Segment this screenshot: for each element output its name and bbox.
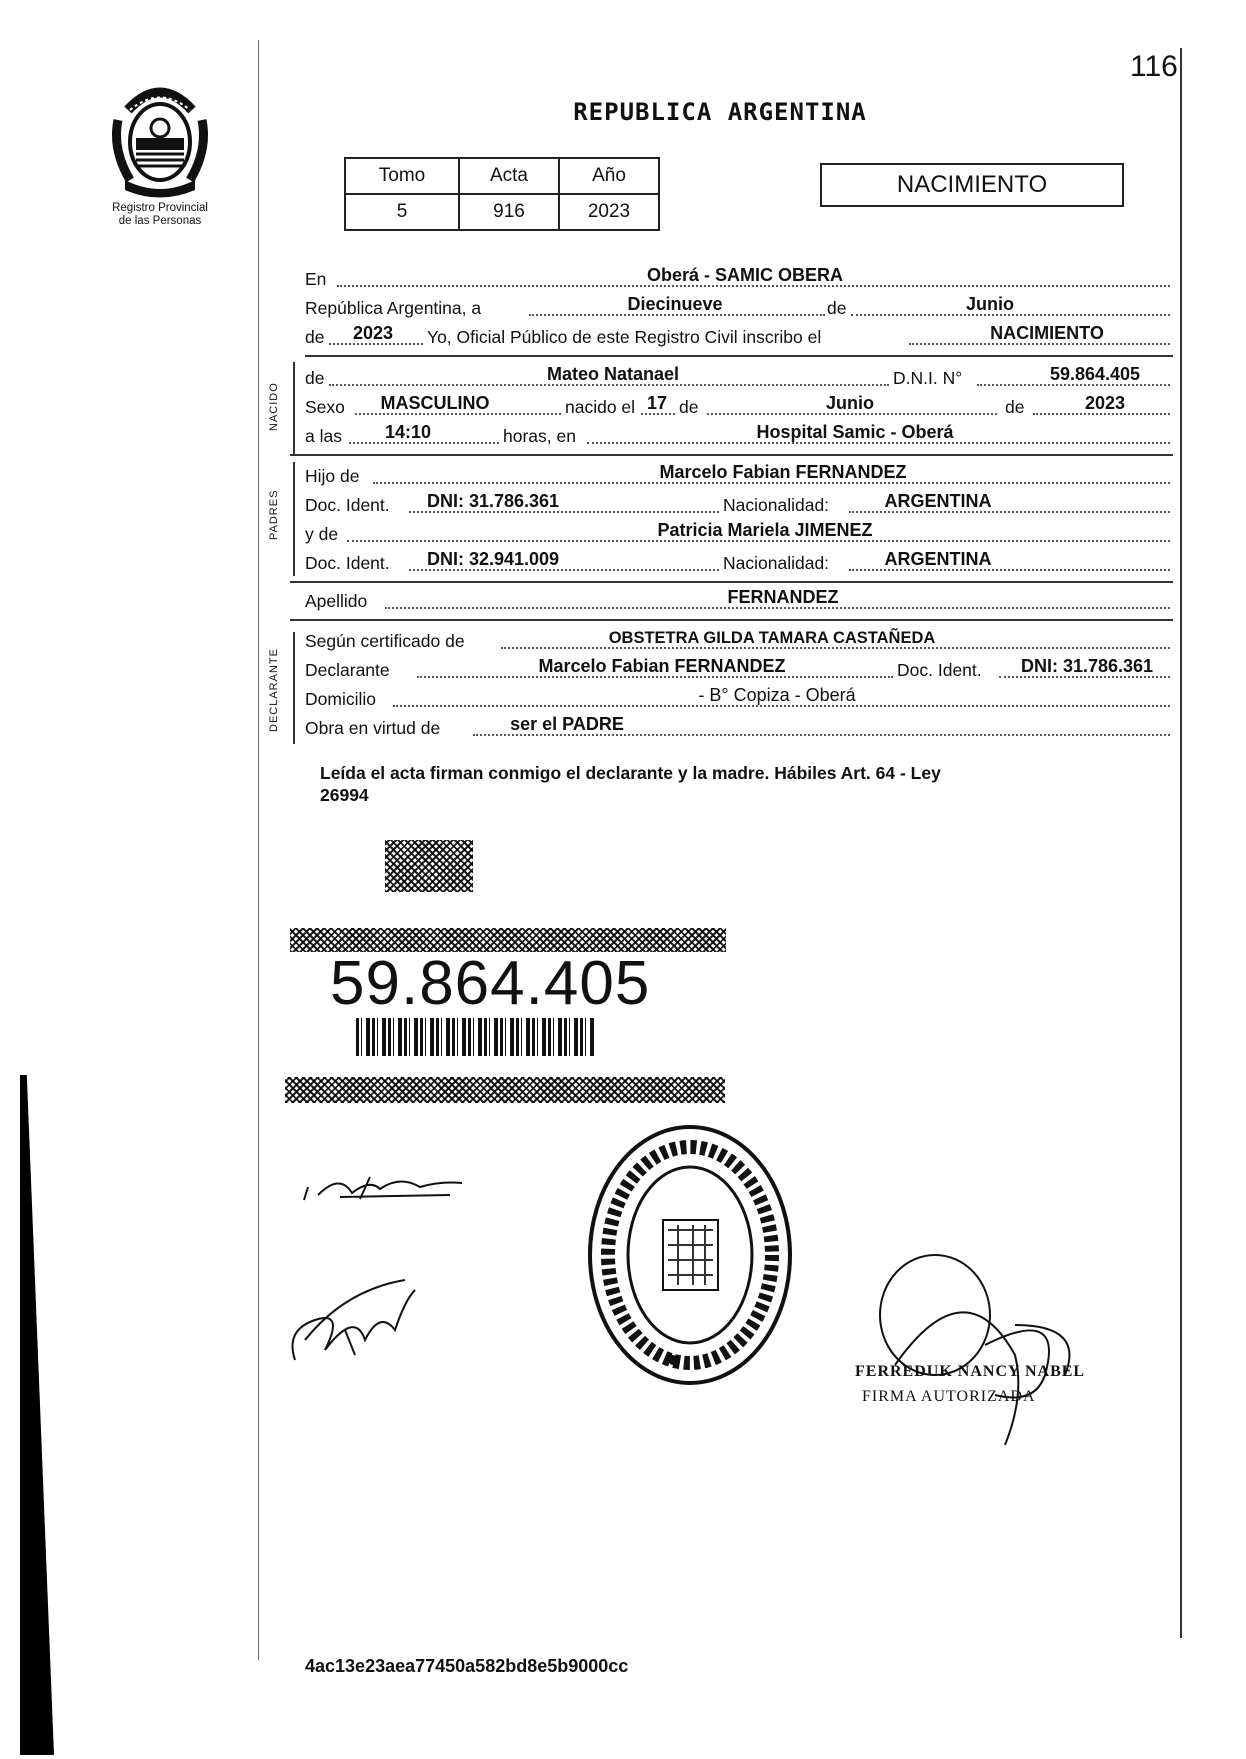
separator: [305, 355, 1173, 357]
label-de: de: [1005, 397, 1025, 417]
right-margin-line: [1180, 48, 1182, 1638]
value-certificado: OBSTETRA GILDA TAMARA CASTAÑEDA: [608, 629, 936, 647]
row-certificado: [305, 630, 1170, 654]
row-domicilio: [305, 685, 1170, 712]
guilloche-band-bottom: [285, 1077, 725, 1103]
registry-label-line2: de las Personas: [118, 215, 202, 227]
separator: [290, 619, 1173, 621]
page-number: 116: [1130, 50, 1178, 83]
signature-role: FIRMA AUTORIZADA: [862, 1388, 1036, 1405]
value-father-doc: DNI: 31.786.361: [426, 491, 560, 511]
row-hijo-de: [305, 462, 1170, 489]
label-republica: República Argentina, a: [305, 298, 482, 318]
security-stamp-icon: [385, 840, 473, 892]
record-header-row: [345, 158, 659, 194]
row-official: [305, 323, 1170, 350]
row-nacido-sexo: [305, 393, 1170, 420]
row-apellido: [305, 587, 1170, 614]
label-y-de: y de: [305, 524, 339, 544]
value-obra: ser el PADRE: [510, 714, 624, 734]
value-mother-name: Patricia Mariela JIMENEZ: [657, 520, 873, 540]
label-en: En: [305, 269, 327, 289]
value-apellido: FERNANDEZ: [727, 587, 839, 607]
id-number-large: 59.864.405: [330, 949, 651, 1018]
value-child-dni: 59.864.405: [1049, 364, 1141, 384]
barcode: [356, 1018, 596, 1056]
closing-note-line1: Leída el acta firman conmigo el declarante y la madre. Hábiles Art. 64 - Ley: [320, 763, 941, 783]
label-nacionalidad: Nacionalidad:: [723, 495, 830, 515]
label-nacionalidad: Nacionalidad:: [723, 553, 830, 573]
value-declarante-name: Marcelo Fabian FERNANDEZ: [538, 656, 786, 676]
value-sexo: MASCULINO: [380, 393, 490, 413]
closing-note: [320, 762, 1170, 806]
row-date: [305, 294, 1170, 321]
label-apellido: Apellido: [305, 591, 368, 611]
row-father-doc: [305, 491, 1170, 518]
label-doc-ident: Doc. Ident.: [305, 495, 390, 515]
value-birth-day: 17: [646, 393, 668, 413]
record-table: [344, 157, 660, 231]
registry-label: [90, 202, 230, 228]
signature-name: FERREDUK NANCY NABEL: [855, 1363, 1086, 1380]
label-segun-certificado: Según certificado de: [305, 631, 465, 651]
label-dni: D.N.I. N°: [893, 368, 963, 388]
label-de-year: de: [305, 327, 325, 347]
document-hash: 4ac13e23aea77450a582bd8e5b9000cc: [305, 1656, 629, 1676]
value-place: Oberá - SAMIC OBERA: [646, 265, 844, 285]
header-acta: Acta: [459, 158, 559, 194]
left-margin-line: [258, 40, 259, 1660]
header-tomo: Tomo: [345, 158, 459, 194]
row-y-de: [305, 520, 1170, 547]
separator: [290, 454, 1173, 456]
value-anio: 2023: [559, 194, 659, 230]
label-hijo-de: Hijo de: [305, 466, 360, 486]
value-tomo: 5: [345, 194, 459, 230]
scan-edge-shadow: [20, 1075, 54, 1755]
value-mother-doc: DNI: 32.941.009: [426, 549, 560, 569]
declarant-signature-icon: [300, 1165, 470, 1215]
value-inscribed: NACIMIENTO: [990, 323, 1104, 343]
value-year: 2023: [352, 323, 394, 343]
closing-note-line2: 26994: [320, 785, 369, 805]
section-label-nacido: NACIDO: [268, 382, 280, 432]
registro-provincial-round-seal-icon: [583, 1120, 798, 1395]
document-title: REPUBLICA ARGENTINA: [573, 98, 867, 126]
header-anio: Año: [559, 158, 659, 194]
value-father-nationality: ARGENTINA: [884, 491, 992, 511]
registry-label-line1: Registro Provincial: [112, 202, 208, 214]
label-nacido-el: nacido el: [565, 397, 636, 417]
value-birth-month: Junio: [826, 393, 874, 413]
record-type-box: NACIMIENTO: [820, 163, 1124, 207]
row-nacido-hora: [305, 422, 1170, 449]
authorized-signature-icon: [865, 1245, 1095, 1460]
value-day-words: Diecinueve: [627, 294, 723, 314]
value-month: Junio: [966, 294, 1014, 314]
label-de: de: [679, 397, 699, 417]
label-horas-en: horas, en: [503, 426, 576, 446]
label-obra-en-virtud: Obra en virtud de: [305, 718, 441, 738]
row-mother-doc: [305, 549, 1170, 576]
section-bracket: [293, 462, 295, 576]
value-child-name: Mateo Natanael: [546, 364, 680, 384]
row-en: [305, 265, 1170, 292]
value-birth-place: Hospital Samic - Oberá: [756, 422, 954, 442]
label-sexo: Sexo: [305, 397, 345, 417]
value-mother-nationality: ARGENTINA: [884, 549, 992, 569]
separator: [290, 581, 1173, 583]
label-a-las: a las: [305, 426, 342, 446]
row-declarante: [305, 656, 1170, 683]
label-de: de: [827, 298, 847, 318]
value-declarante-doc: DNI: 31.786.361: [1020, 656, 1154, 676]
section-label-padres: PADRES: [268, 489, 280, 541]
label-official-text: Yo, Oficial Público de este Registro Civil inscribo el: [427, 327, 822, 347]
label-domicilio: Domicilio: [305, 689, 376, 709]
value-birth-time: 14:10: [384, 422, 432, 442]
value-birth-year: 2023: [1084, 393, 1126, 413]
label-doc-ident: Doc. Ident.: [897, 660, 982, 680]
mother-signature-icon: [285, 1270, 435, 1375]
label-de: de: [305, 368, 325, 388]
value-father-name: Marcelo Fabian FERNANDEZ: [659, 462, 907, 482]
value-domicilio: - B° Copiza - Oberá: [698, 685, 856, 705]
label-declarante: Declarante: [305, 660, 390, 680]
label-doc-ident: Doc. Ident.: [305, 553, 390, 573]
row-nacido-name: [305, 364, 1170, 391]
section-label-declarante: DECLARANTE: [268, 648, 280, 732]
row-obra: [305, 714, 1170, 741]
record-value-row: [345, 194, 659, 230]
section-bracket: [293, 362, 295, 454]
value-acta: 916: [459, 194, 559, 230]
section-bracket: [293, 632, 295, 744]
